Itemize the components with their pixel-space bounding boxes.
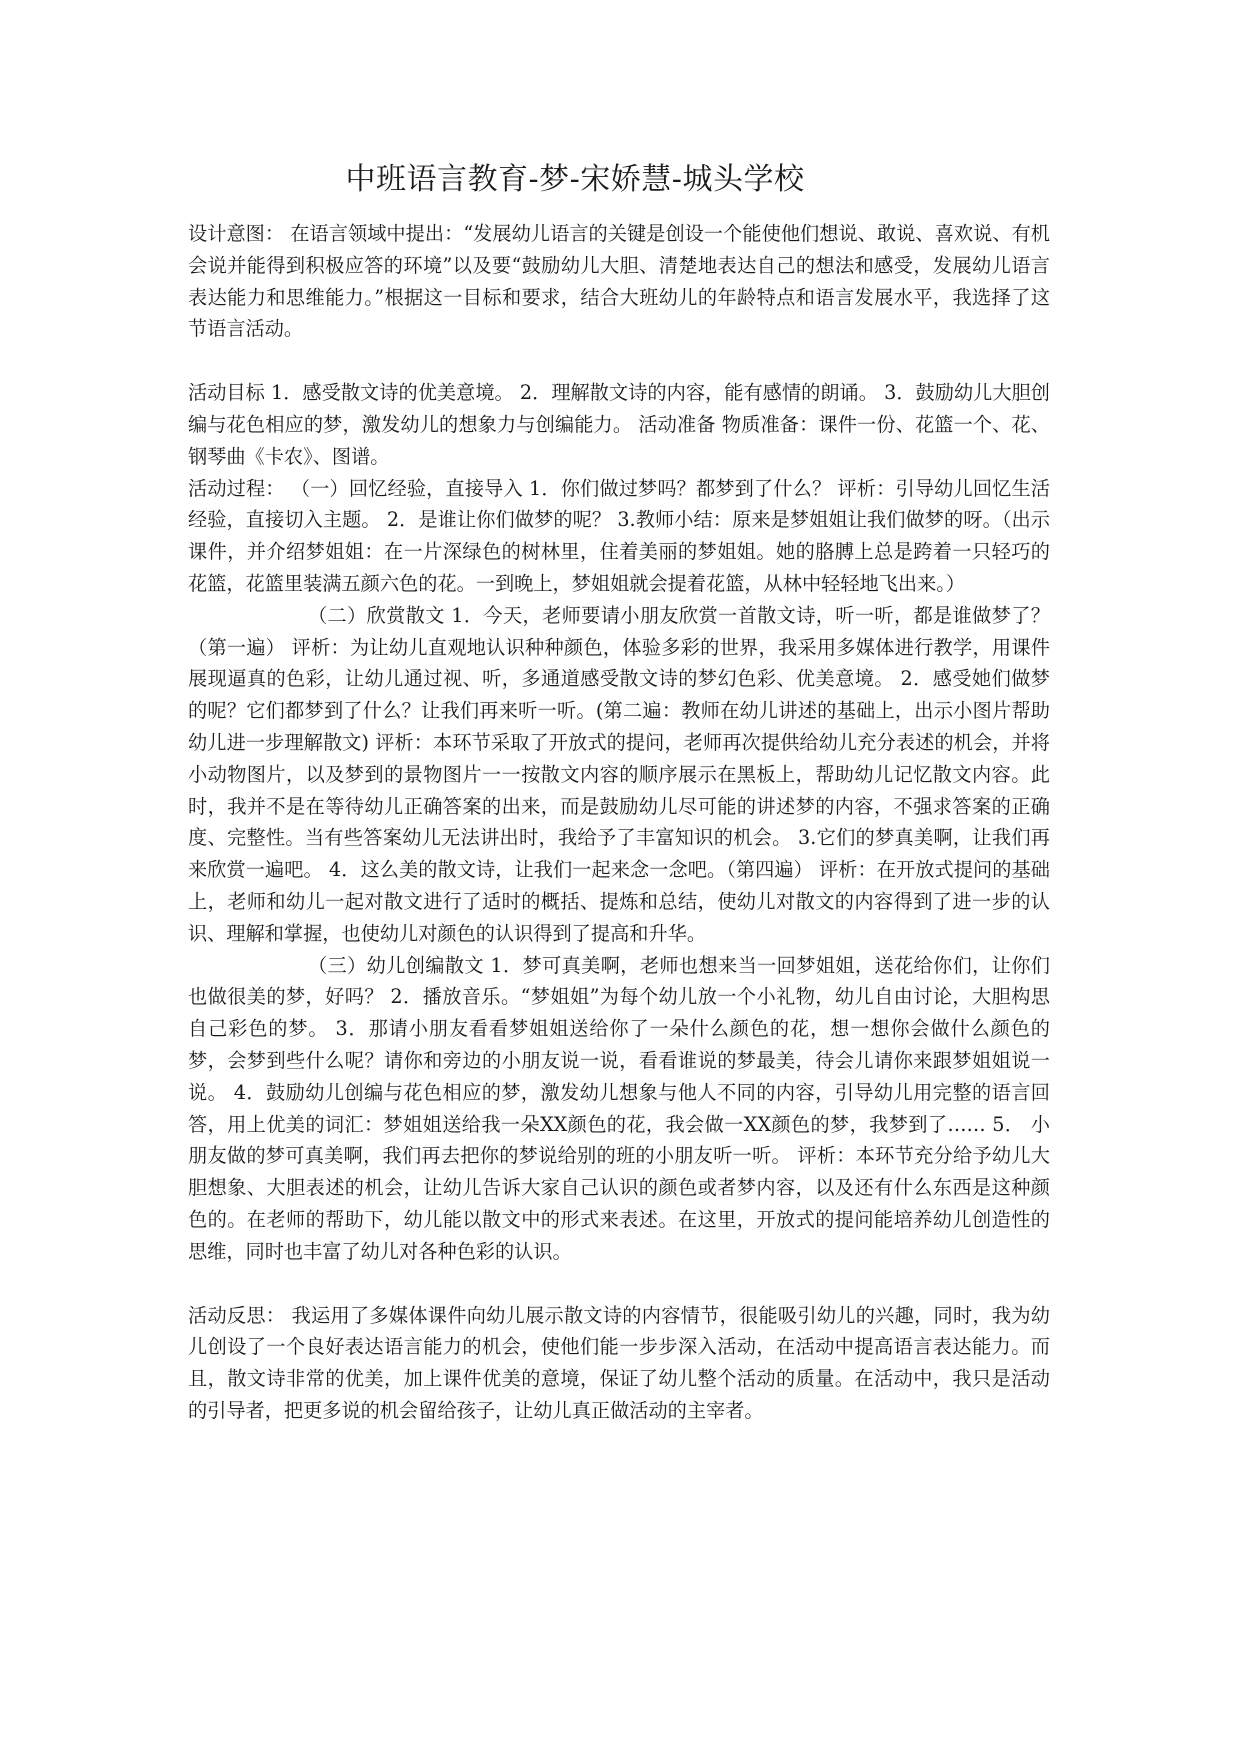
paragraph-design-intent: 设计意图： 在语言领域中提出：“发展幼儿语言的关键是创设一个能使他们想说、敢说、喜欢说、有机会说并能得到积极应答的环境”以及要“鼓励幼儿大胆、清楚地表达自己的想法和感受，发展幼儿语言表达能力和思维能力。”根据这一目标和要求，结合大班幼儿的年龄特点和语言发展水平，我选择了这节语言活动。: [188, 222, 1050, 341]
paragraph-appreciate-prose: （二）欣赏散文 1．今天，老师要请小朋友欣赏一首散文诗，听一听，都是谁做梦了？（第一遍） 评析：为让幼儿直观地认识种种颜色，体验多彩的世界，我采用多媒体进行教学，用课件展现逼真的色彩，让幼儿通过视、听，多通道感受散文诗的梦幻色彩、优美意境。 2．感受她们做梦的呢？它们都梦到了什么？让我们再来听一听。(第二遍：教师在幼儿讲述的基础上，出示小图片帮助幼儿进一步理解散文) 评析：本环节采取了开放式的提问，老师再次提供给幼儿充分表述的机会，并将小动物图片，以及梦到的景物图片一一按散文内容的顺序展示在黑板上，帮助幼儿记忆散文内容。此时，我并不是在等待幼儿正确答案的出来，而是鼓励幼儿尽可能的讲述梦的内容，不强求答案的正确度、完整性。当有些答案幼儿无法讲出时，我给予了丰富知识的机会。 3.它们的梦真美啊，让我们再来欣赏一遍吧。 4．这么美的散文诗，让我们一起来念一念吧。（第四遍） 评析：在开放式提问的基础上，老师和幼儿一起对散文进行了适时的概括、提炼和总结，使幼儿对散文的内容得到了进一步的认识、理解和掌握，也使幼儿对颜色的认识得到了提高和升华。: [188, 603, 1050, 945]
paragraph-activity-goals: 活动目标 1．感受散文诗的优美意境。 2．理解散文诗的内容，能有感情的朗诵。 3．鼓励幼儿大胆创编与花色相应的梦，激发幼儿的想象力与创编能力。 活动准备 物质准备：课件一份、花篮一个、花、钢琴曲《卡农》、图谱。: [188, 381, 1050, 468]
document-body: [188, 218, 1050, 1427]
paragraph-create-prose: （三）幼儿创编散文 1．梦可真美啊，老师也想来当一回梦姐姐，送花给你们，让你们也做很美的梦，好吗？ 2．播放音乐。“梦姐姐”为每个幼儿放一个小礼物，幼儿自由讨论，大胆构思自己彩色的梦。 3．那请小朋友看看梦姐姐送给你了一朵什么颜色的花，想一想你会做什么颜色的梦，会梦到些什么呢？请你和旁边的小朋友说一说，看看谁说的梦最美，待会儿请你来跟梦姐姐说一说。 4．鼓励幼儿创编与花色相应的梦，激发幼儿想象与他人不同的内容，引导幼儿用完整的语言回答，用上优美的词汇：梦姐姐送给我一朵XX颜色的花，我会做一XX颜色的梦，我梦到了…… 5． 小朋友做的梦可真美啊，我们再去把你的梦说给别的班的小朋友听一听。 评析：本环节充分给予幼儿大胆想象、大胆表述的机会，让幼儿告诉大家自己认识的颜色或者梦内容，以及还有什么东西是这种颜色的。在老师的帮助下，幼儿能以散文中的形式来表述。在这里，开放式的提问能培养幼儿创造性的思维，同时也丰富了幼儿对各种色彩的认识。: [188, 953, 1050, 1263]
document-title: 中班语言教育-梦-宋娇慧-城头学校: [345, 162, 805, 197]
paragraph-activity-process: 活动过程： （一）回忆经验，直接导入 1．你们做过梦吗？都梦到了什么？ 评析：引导幼儿回忆生活经验，直接切入主题。 2．是谁让你们做梦的呢？ 3.教师小结：原来是梦姐姐让我们做梦的呀。（出示课件，并介绍梦姐姐：在一片深绿色的树林里，住着美丽的梦姐姐。她的胳膊上总是跨着一只轻巧的花篮，花篮里装满五颜六色的花。一到晚上，梦姐姐就会提着花篮，从林中轻轻地飞出来。）: [188, 476, 1050, 595]
paragraph-reflection: 活动反思： 我运用了多媒体课件向幼儿展示散文诗的内容情节，很能吸引幼儿的兴趣，同时，我为幼儿创设了一个良好表达语言能力的机会，使他们能一步步深入活动，在活动中提高语言表达能力。而且，散文诗非常的优美，加上课件优美的意境，保证了幼儿整个活动的质量。在活动中，我只是活动的引导者，把更多说的机会留给孩子，让幼儿真正做活动的主宰者。: [188, 1303, 1050, 1422]
